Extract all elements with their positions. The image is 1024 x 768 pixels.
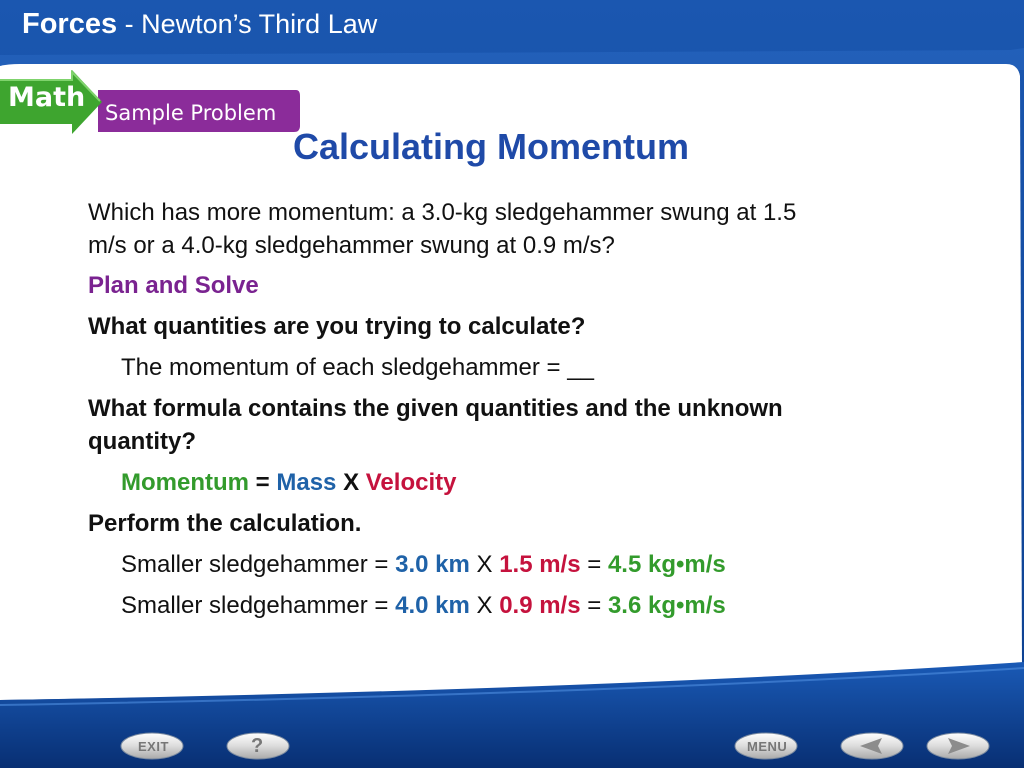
next-arrow-icon bbox=[926, 732, 990, 760]
header-title bbox=[22, 8, 377, 41]
help-icon: ? bbox=[251, 735, 264, 757]
calc2-velocity: 0.9 m/s bbox=[499, 592, 581, 619]
calc1-equals: = bbox=[580, 551, 608, 578]
header-title-sub: - Newton’s Third Law bbox=[117, 9, 378, 39]
menu-button-label: MENU bbox=[747, 739, 788, 754]
exit-button-label: EXIT bbox=[138, 739, 169, 754]
menu-button[interactable] bbox=[734, 732, 798, 760]
formula-equals: = bbox=[249, 469, 277, 496]
calc1-times: X bbox=[469, 551, 500, 578]
previous-arrow-icon bbox=[840, 732, 904, 760]
calc2-times: X bbox=[469, 592, 500, 619]
calc1-velocity: 1.5 m/s bbox=[499, 551, 581, 578]
formula-momentum: Momentum bbox=[121, 469, 249, 496]
calc1-result: 4.5 kg•m/s bbox=[607, 551, 726, 578]
calc2-equals: = bbox=[580, 592, 608, 619]
calc2-mass: 4.0 km bbox=[395, 592, 470, 619]
question-quantities: What quantities are you trying to calculate? bbox=[88, 313, 586, 340]
next-button[interactable] bbox=[926, 732, 990, 760]
header-title-main: Forces bbox=[22, 8, 118, 40]
slide-title: Calculating Momentum bbox=[293, 126, 690, 167]
calc2-result: 3.6 kg•m/s bbox=[607, 592, 726, 619]
question-line-1: Which has more momentum: a 3.0-kg sledgehammer swung at 1.5 bbox=[88, 199, 797, 226]
question-line-2: m/s or a 4.0-kg sledgehammer swung at 0.9 m/s? bbox=[88, 232, 615, 259]
plan-and-solve-heading: Plan and Solve bbox=[88, 272, 259, 299]
math-label: Math bbox=[8, 82, 86, 113]
sample-problem-label: Sample Problem bbox=[105, 101, 277, 125]
help-button[interactable] bbox=[226, 732, 290, 760]
formula-mass: Mass bbox=[276, 469, 337, 496]
formula-times: X bbox=[336, 469, 366, 496]
question-formula-line-2: quantity? bbox=[88, 428, 196, 455]
calculation-line-1 bbox=[121, 548, 726, 582]
formula-line bbox=[121, 466, 456, 500]
question-formula-line-1: What formula contains the given quantities and the unknown bbox=[88, 395, 783, 422]
calc1-mass: 3.0 km bbox=[395, 551, 470, 578]
previous-button[interactable] bbox=[840, 732, 904, 760]
answer-quantities: The momentum of each sledgehammer = __ bbox=[121, 354, 594, 381]
exit-button[interactable] bbox=[120, 732, 184, 760]
calc1-label: Smaller sledgehammer = bbox=[121, 551, 396, 578]
perform-calculation-heading: Perform the calculation. bbox=[88, 510, 362, 537]
formula-velocity: Velocity bbox=[365, 469, 457, 496]
calculation-line-2 bbox=[121, 589, 726, 623]
calc2-label: Smaller sledgehammer = bbox=[121, 592, 396, 619]
